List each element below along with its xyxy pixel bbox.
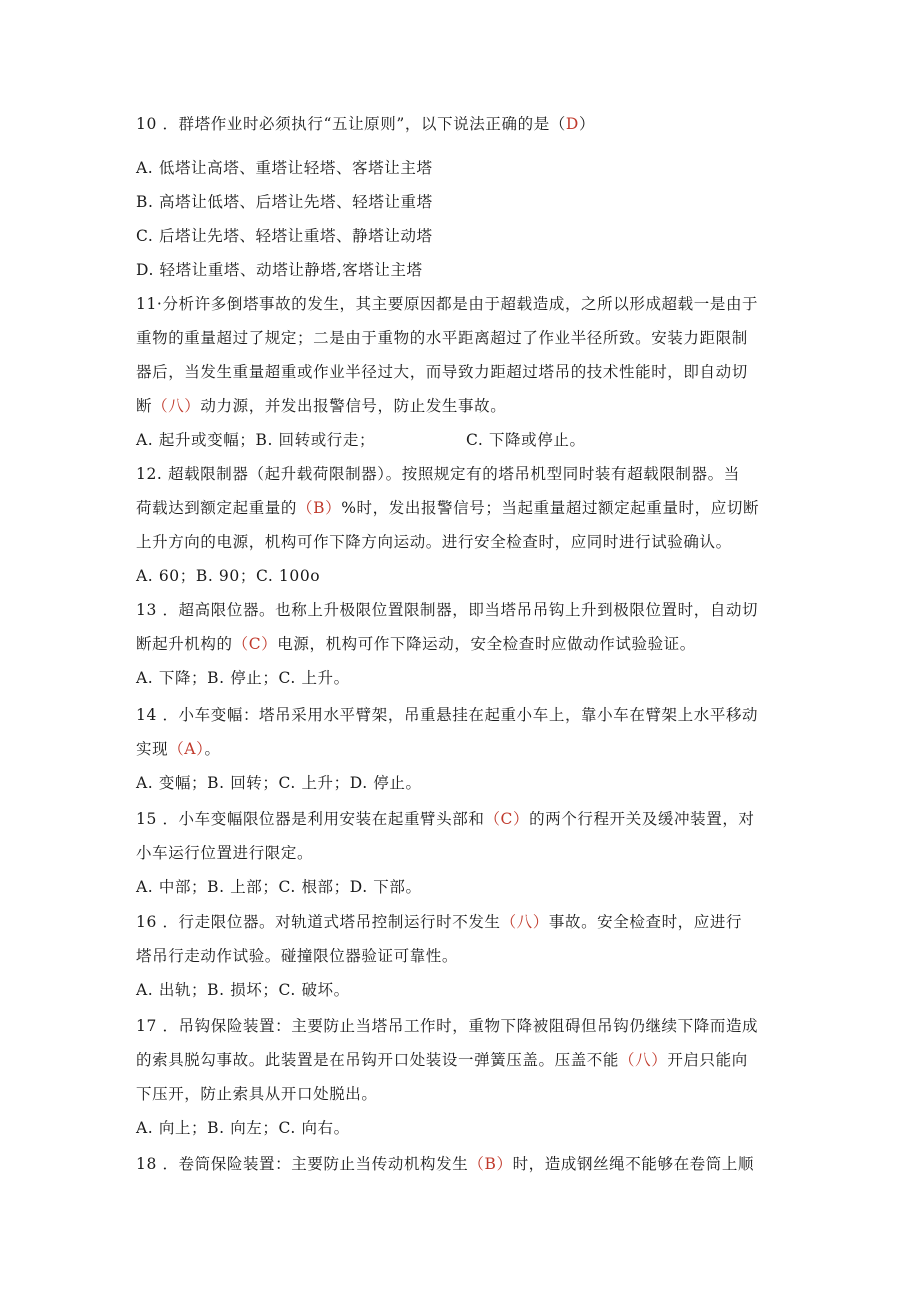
q15-options: A. 中部；B. 上部；C. 根部；D. 下部。 bbox=[136, 878, 422, 896]
q18-line-1-end: 时，造成钢丝绳不能够在卷筒上顺 bbox=[512, 1155, 755, 1173]
q10-option-b: B. 高塔让低塔、后塔让先塔、轻塔让重塔 bbox=[136, 193, 433, 211]
q17-line-2 bbox=[136, 1046, 748, 1074]
q12-line-3: 上升方向的电源，机构可作下降方向运动。进行安全检查时，应同时进行试验确认。 bbox=[136, 533, 732, 551]
q17-line-3: 下压开，防止索具从开口处脱出。 bbox=[136, 1085, 378, 1103]
q11-line-4-start: 断 bbox=[136, 397, 153, 415]
q13-answer: （C） bbox=[232, 635, 278, 653]
q16-answer: （八） bbox=[500, 913, 549, 931]
q15-line-1-start: 15 ．小车变幅限位器是利用安装在起重臂头部和 bbox=[136, 810, 485, 828]
q15-line-2: 小车运行位置进行限定。 bbox=[136, 844, 314, 862]
q12-line-2-end: %时，发出报警信号；当起重量超过额定起重量时，应切断 bbox=[341, 499, 760, 517]
q17-answer: （八） bbox=[619, 1051, 668, 1069]
q13-line-2 bbox=[136, 630, 696, 658]
q11-line-2: 重物的重量超过了规定；二是由于重物的水平距离超过了作业半径所致。安装力距限制 bbox=[136, 329, 748, 347]
q12-options: A. 60；B. 90；C. 100o bbox=[136, 567, 321, 585]
q10-answer: D bbox=[565, 115, 579, 133]
q13-line-1: 13 ．超高限位器。也称上升极限位置限制器，即当塔吊吊钩上升到极限位置时，自动切 bbox=[136, 601, 759, 619]
q17-line-2-end: 开启只能向 bbox=[667, 1051, 748, 1069]
q11-line-4-end: 动力源，并发出报警信号，防止发生事故。 bbox=[200, 397, 507, 415]
q10-option-c: C. 后塔让先塔、轻塔让重塔、静塔让动塔 bbox=[136, 227, 433, 245]
q18-line-1 bbox=[136, 1150, 754, 1178]
q16-line-2: 塔吊行走动作试验。碰撞限位器验证可靠性。 bbox=[136, 947, 459, 965]
q14-line-2-end: 。 bbox=[204, 740, 221, 758]
q12-line-2 bbox=[136, 494, 759, 522]
q16-line-1-start: 16 ．行走限位器。对轨道式塔吊控制运行时不发生 bbox=[136, 913, 501, 931]
q17-line-2-start: 的索具脱勾事故。此装置是在吊钩开口处装设一弹簧压盖。压盖不能 bbox=[136, 1051, 620, 1069]
q10-stem-end: ） bbox=[578, 115, 596, 133]
q10-stem bbox=[136, 110, 595, 138]
q13-options: A. 下降；B. 停止；C. 上升。 bbox=[136, 669, 350, 687]
q18-answer: （B） bbox=[468, 1155, 513, 1173]
q15-line-1 bbox=[136, 805, 755, 833]
q11-line-3: 器后，当发生重量超重或作业半径过大，而导致力距超过塔吊的技术性能时，即自动切 bbox=[136, 363, 748, 381]
q10-stem-text: 10 ．群塔作业时必须执行“五让原则”，以下说法正确的是（ bbox=[136, 115, 566, 133]
q14-line-2 bbox=[136, 735, 221, 763]
q11-line-4 bbox=[136, 392, 506, 420]
q13-line-2-end: 电源，机构可作下降运动，安全检查时应做动作试验验证。 bbox=[277, 635, 696, 653]
q11-line-1: 11·分析许多倒塔事故的发生，其主要原因都是由于超载造成，之所以形成超载一是由于 bbox=[136, 295, 759, 313]
q12-line-1: 12. 超载限制器（起升载荷限制器）。按照规定有的塔吊机型同时装有超载限制器。当 bbox=[136, 465, 740, 483]
q16-line-1 bbox=[136, 908, 742, 936]
q14-line-2-start: 实现 bbox=[136, 740, 169, 758]
q11-option-c: C. 下降或停止。 bbox=[466, 431, 586, 449]
q17-line-1: 17 ．吊钩保险装置：主要防止当塔吊工作时，重物下降被阻碍但吊钩仍继续下降而造成 bbox=[136, 1017, 759, 1035]
q14-options: A. 变幅；B. 回转；C. 上升；D. 停止。 bbox=[136, 774, 422, 792]
q18-line-1-start: 18 ．卷筒保险装置：主要防止当传动机构发生 bbox=[136, 1155, 469, 1173]
q11-options-ab: A. 起升或变幅；B. 回转或行走； bbox=[136, 431, 376, 449]
q10-option-d: D. 轻塔让重塔、动塔让静塔,客塔让主塔 bbox=[136, 261, 423, 279]
q15-line-1-end: 的两个行程开关及缓冲装置，对 bbox=[529, 810, 755, 828]
q13-line-2-start: 断起升机构的 bbox=[136, 635, 233, 653]
q17-options: A. 向上；B. 向左；C. 向右。 bbox=[136, 1119, 350, 1137]
q11-answer: （八） bbox=[152, 397, 201, 415]
q14-line-1: 14 ．小车变幅：塔吊采用水平臂架，吊重悬挂在起重小车上，靠小车在臂架上水平移动 bbox=[136, 706, 759, 724]
q14-answer: （A） bbox=[168, 740, 205, 758]
q16-options: A. 出轨；B. 损坏；C. 破坏。 bbox=[136, 981, 350, 999]
q12-line-2-start: 荷载达到额定起重量的 bbox=[136, 499, 298, 517]
q15-answer: （C） bbox=[484, 810, 530, 828]
q12-answer: （B） bbox=[297, 499, 342, 517]
q16-line-1-end: 事故。安全检查时，应进行 bbox=[548, 913, 743, 931]
q10-option-a: A. 低塔让高塔、重塔让轻塔、客塔让主塔 bbox=[136, 159, 433, 177]
